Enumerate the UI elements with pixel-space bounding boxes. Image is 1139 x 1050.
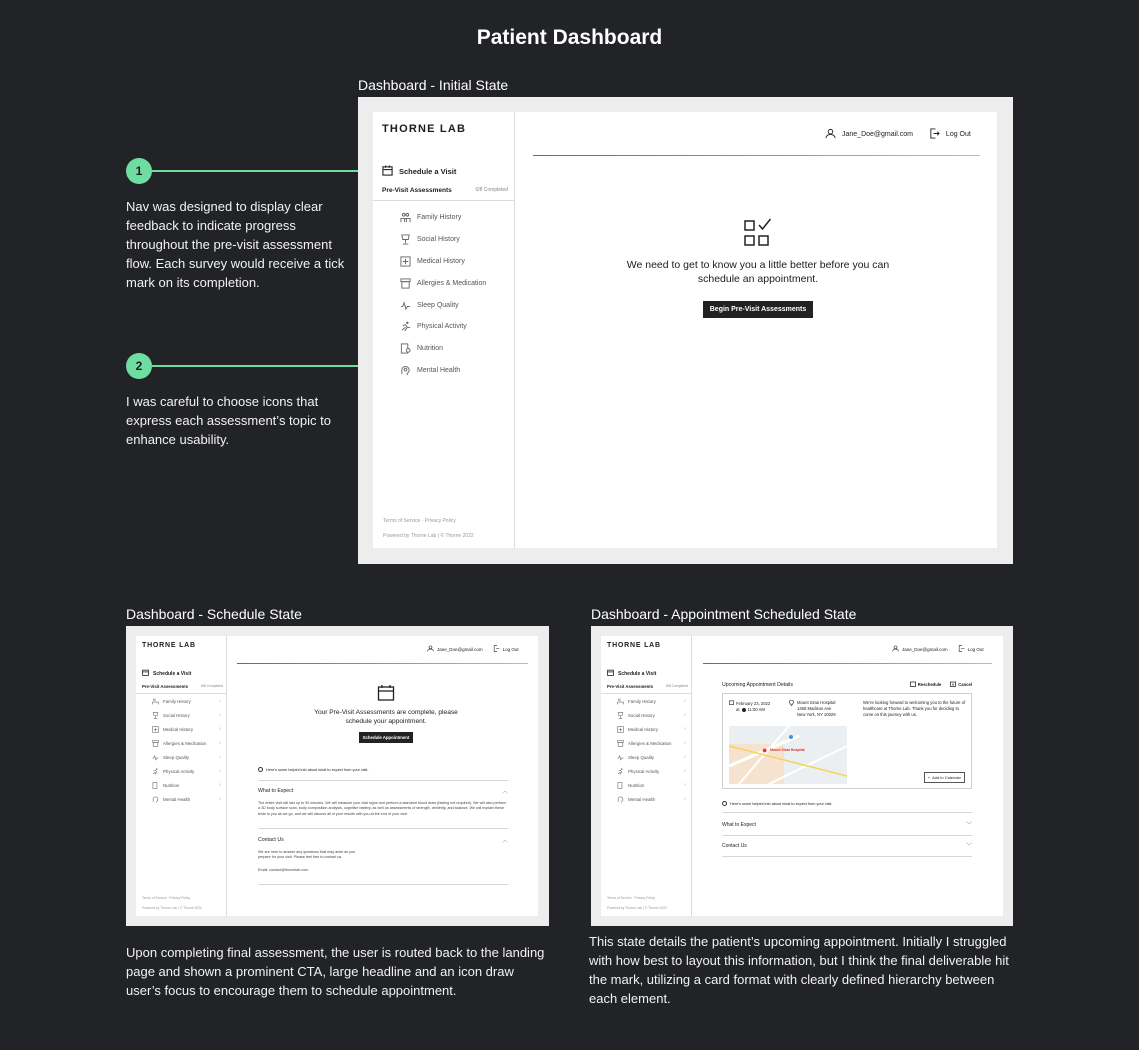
appointment-heading: Upcoming Appointment Details [722, 681, 793, 688]
pre-visit-title: Pre-Visit Assessments [142, 684, 189, 689]
what-to-expect-header[interactable] [258, 784, 508, 797]
footer-powered: Powered by Thorne Lab | © Thorne 2022 [607, 906, 667, 910]
label-schedule-state: Dashboard - Schedule State [126, 606, 302, 622]
nav-item-mental-health[interactable] [617, 792, 687, 806]
chevron-up-icon: ︿ [501, 789, 508, 795]
pre-visit-header [601, 684, 691, 694]
check-icon: ✓ [683, 726, 687, 731]
nav-item-medical-history[interactable] [152, 722, 222, 736]
nav-item-mental-health[interactable] [152, 792, 222, 806]
helpful-info [258, 767, 508, 772]
nav-label: Social History [417, 236, 460, 244]
location-name: Mount Sinai Hospital [797, 700, 836, 705]
check-icon: ✓ [683, 754, 687, 759]
initial-state-frame [358, 97, 1013, 564]
check-icon: ✓ [218, 712, 222, 717]
contact-us-section[interactable] [258, 833, 508, 872]
running-icon [400, 321, 411, 332]
check-icon: ✓ [218, 782, 222, 787]
nav-label: Nutrition [628, 782, 645, 788]
calendar-icon [142, 669, 149, 678]
what-to-expect-body: The entire visit will last up to 90 minutes. We will measure your vital signs and perform a standard blood draw (fasting not required). We will also perform a 3D body surface scan, body composition analysis, cognitive battery, as well as assessments of strength, dexterity, and balance. We will explain these tests to you as we go, and we will discuss all of your results with you at the end of your visit. [258, 801, 507, 816]
family-icon [152, 698, 159, 705]
glass-icon [617, 712, 624, 719]
check-icon: ✓ [218, 796, 222, 801]
header-divider [237, 663, 528, 664]
nav-item-medical-history[interactable] [400, 251, 514, 273]
nav-label: Physical Activity [417, 323, 467, 331]
user-email: Jane_Doe@gmail.com [842, 131, 913, 138]
sidebar-nav [373, 112, 515, 548]
appointment-datetime [729, 700, 770, 713]
check-icon: ✓ [683, 740, 687, 745]
nav-item-allergies[interactable] [400, 272, 514, 294]
nutrition-icon [152, 782, 159, 789]
nav-label: Medical History [628, 726, 659, 732]
appointment-date: February 23, 2022 [736, 700, 771, 706]
nutrition-icon [617, 782, 624, 789]
top-bar [427, 645, 519, 653]
nav-label: Mental Health [417, 366, 461, 374]
nav-label: Family History [417, 214, 462, 222]
app-logo: THORNE LAB [142, 642, 196, 649]
nav-label: Social History [163, 712, 190, 718]
assessment-list [136, 694, 226, 806]
user-account[interactable] [427, 645, 483, 653]
info-icon [722, 801, 727, 806]
user-email: Jane_Doe@gmail.com [902, 646, 948, 652]
pre-visit-header [373, 187, 514, 201]
running-icon [617, 768, 624, 775]
sidebar-nav [136, 636, 227, 916]
nav-item-social-history[interactable] [152, 708, 222, 722]
schedule-visit-label: Schedule a Visit [153, 670, 192, 677]
logout-label: Log Out [967, 646, 984, 652]
nav-label: Physical Activity [628, 768, 660, 774]
sidebar-nav [601, 636, 692, 916]
nav-label: Nutrition [163, 782, 180, 788]
annotation-leader-1 [152, 170, 379, 172]
family-icon [400, 212, 411, 223]
contact-us-header[interactable] [258, 833, 508, 846]
location-map[interactable] [729, 726, 847, 784]
nav-item-allergies[interactable] [152, 736, 222, 750]
reschedule-button[interactable] [910, 681, 942, 688]
calendar-icon [607, 669, 614, 678]
check-icon: ✓ [218, 698, 222, 703]
helpful-info [722, 801, 972, 806]
user-account[interactable] [825, 128, 913, 141]
footer-powered: Powered by Thorne Lab | © Thorne 2022 [383, 533, 474, 539]
caption-schedule-state: Upon completing final assessment, the user is routed back to the landing page and shown a prominent CTA, large headline and an icon draw user’s focus to encourage them to schedule appointment. [126, 945, 545, 998]
pre-visit-title: Pre-Visit Assessments [607, 684, 654, 689]
what-to-expect-section[interactable] [722, 817, 972, 836]
nav-item-nutrition[interactable] [400, 338, 514, 360]
nav-item-social-history[interactable] [617, 708, 687, 722]
check-icon: ✓ [683, 796, 687, 801]
begin-assessments-button[interactable]: Begin Pre-Visit Assessments [703, 301, 814, 318]
pill-icon [152, 740, 159, 747]
nav-label: Medical History [163, 726, 194, 732]
logout-button[interactable] [929, 128, 971, 141]
header-divider [703, 663, 992, 664]
check-icon: ✓ [683, 712, 687, 717]
caption-appointment-state: This state details the patient’s upcoming appointment. Initially I struggled with how best to layout this information, but I think the final deliverable hit the mark, utilizing a card format with clearly defined hierarchy between each element. [589, 934, 1009, 1006]
nav-label: Allergies & Medication [628, 740, 672, 746]
nutrition-icon [400, 343, 411, 354]
schedule-visit-link[interactable] [607, 669, 656, 678]
welcome-message: We’re looking forward to welcoming you to the future of healthcare at Thorne Lab. Thank you for deciding to come on this journey with us. [863, 700, 966, 717]
schedule-state-screen [136, 636, 538, 916]
footer-links[interactable]: Terms of Service · Privacy Policy [142, 896, 190, 900]
user-icon [825, 128, 836, 141]
calendar-edit-icon [910, 681, 916, 688]
nav-item-mental-health[interactable] [400, 360, 514, 382]
footer-powered: Powered by Thorne Lab | © Thorne 2022 [142, 906, 202, 910]
helpful-info-text: Here’s some helpful info about what to expect from your visit. [266, 767, 369, 772]
schedule-state-frame [126, 626, 549, 926]
page-title: Patient Dashboard [476, 26, 663, 49]
footer-links[interactable]: Terms of Service · Privacy Policy [383, 518, 456, 524]
initial-state-screen [373, 112, 997, 548]
add-to-calendar-button[interactable] [924, 772, 965, 783]
brain-icon [400, 365, 411, 376]
location-address1: 1468 Madison Ave [797, 706, 832, 711]
map-pin-icon: ● [762, 745, 768, 755]
appointment-card [722, 693, 972, 789]
info-icon [258, 767, 263, 772]
logout-label: Log Out [945, 131, 971, 138]
calendar-cancel-icon [950, 681, 956, 688]
schedule-appointment-button[interactable]: Schedule Appointment [359, 732, 414, 743]
family-icon [617, 698, 624, 705]
logout-button[interactable] [958, 645, 984, 653]
progress-count: 8/8 Completed [665, 684, 688, 688]
appointment-location [789, 700, 836, 718]
accordion-divider [258, 884, 508, 885]
nav-label: Medical History [417, 257, 465, 265]
schedule-message: Your Pre-Visit Assessments are complete, please schedule your appointment. [314, 709, 458, 725]
annotation-text-1: Nav was designed to display clear feedback to indicate progress throughout the pre-visit assessment flow. Each survey would receive a tick mark on its completion. [126, 199, 345, 290]
contact-us-body: We are here to answer any questions that may arise as you prepare for your visit. Please feel free to contact us. [258, 850, 356, 860]
contact-us-title: Contact Us [258, 836, 284, 843]
nav-item-sleep-quality[interactable] [400, 294, 514, 316]
annotation-badge-1: 1 [126, 158, 152, 184]
checklist-icon [608, 218, 908, 248]
app-logo: THORNE LAB [382, 123, 467, 135]
brain-icon [617, 796, 624, 803]
sleep-icon [617, 754, 624, 761]
what-to-expect-section[interactable] [258, 784, 508, 817]
sleep-icon [152, 754, 159, 761]
annotation-badge-2: 2 [126, 353, 152, 379]
add-to-calendar-label: Add to Calendar [932, 775, 961, 780]
appointment-state-screen [601, 636, 1003, 916]
reschedule-label: Reschedule [917, 682, 942, 687]
pill-icon [617, 740, 624, 747]
medical-icon [617, 726, 624, 733]
sleep-icon [400, 300, 411, 311]
calendar-icon [382, 165, 393, 178]
nav-label: Family History [163, 698, 191, 704]
chevron-up-icon: ︿ [501, 838, 508, 844]
pre-visit-header [136, 684, 226, 694]
chevron-down-icon: ﹀ [965, 844, 972, 850]
accordion-divider [722, 812, 972, 813]
check-icon: ✓ [218, 726, 222, 731]
glass-icon [152, 712, 159, 719]
nav-label: Nutrition [417, 345, 444, 353]
logout-icon [929, 128, 940, 141]
user-icon [892, 645, 899, 653]
nav-item-physical-activity[interactable] [400, 316, 514, 338]
medical-icon [400, 256, 411, 267]
check-icon: ✓ [683, 782, 687, 787]
nav-label: Allergies & Medication [417, 279, 487, 287]
initial-message: We need to get to know you a little better before you can schedule an appointment. [626, 259, 890, 285]
nav-item-allergies[interactable] [617, 736, 687, 750]
schedule-visit-link[interactable] [142, 669, 191, 678]
nav-item-family-history[interactable] [152, 694, 222, 708]
annotation-text-2: I was careful to choose icons that express each assessment’s topic to enhance usability. [126, 394, 331, 447]
accordion-divider [258, 780, 508, 781]
what-to-expect-title: What to Expect [258, 787, 294, 794]
footer-links[interactable]: Terms of Service · Privacy Policy [607, 896, 655, 900]
logout-label: Log Out [502, 646, 519, 652]
header-divider [533, 155, 980, 156]
glass-icon [400, 234, 411, 245]
medical-icon [152, 726, 159, 733]
cancel-button[interactable] [950, 681, 972, 688]
logout-button[interactable] [493, 645, 519, 653]
nav-label: Family History [628, 698, 656, 704]
helpful-info-text: Here’s some helpful info about what to expect from your visit. [730, 801, 833, 806]
map-graphic [729, 726, 847, 784]
nav-label: Physical Activity [163, 768, 195, 774]
top-bar [825, 128, 971, 141]
schedule-visit-label: Schedule a Visit [618, 670, 657, 677]
user-email: Jane_Doe@gmail.com [437, 646, 483, 652]
contact-us-section[interactable] [722, 838, 972, 857]
label-appointment-state: Dashboard - Appointment Scheduled State [591, 606, 857, 622]
schedule-cta-block [286, 684, 486, 744]
nav-label: Mental Health [163, 796, 191, 802]
what-to-expect-title: What to Expect [722, 821, 756, 828]
nav-item-social-history[interactable] [400, 229, 514, 251]
check-icon: ✓ [218, 754, 222, 759]
cancel-label: Cancel [958, 682, 972, 687]
at-label: at [736, 707, 740, 712]
initial-cta-block [608, 218, 908, 318]
appointment-header [722, 681, 972, 688]
chevron-down-icon: ﹀ [965, 823, 972, 829]
clock-icon [742, 708, 746, 712]
plus-icon: + [927, 775, 931, 780]
logout-icon [958, 645, 965, 653]
location-pin-icon [789, 700, 794, 718]
user-icon [427, 645, 434, 653]
nav-label: Social History [628, 712, 655, 718]
map-pin-label: Mount Sinai Hospital [770, 748, 805, 752]
appointment-time: 11:00 AM [747, 707, 765, 712]
top-bar [892, 645, 984, 653]
assessment-list [373, 207, 514, 381]
nav-item-sleep-quality[interactable] [617, 750, 687, 764]
nav-item-family-history[interactable] [400, 207, 514, 229]
contact-us-title: Contact Us [722, 842, 747, 849]
assessment-list [601, 694, 691, 806]
brain-icon [152, 796, 159, 803]
check-icon: ✓ [218, 740, 222, 745]
nav-label: Sleep Quality [628, 754, 655, 760]
nav-item-nutrition[interactable] [617, 778, 687, 792]
nav-label: Sleep Quality [163, 754, 190, 760]
contact-email[interactable]: Email: contact@thornelab.com [258, 867, 309, 872]
nav-label: Mental Health [628, 796, 656, 802]
progress-count: 0/8 Completed [475, 187, 508, 193]
check-icon: ✓ [683, 698, 687, 703]
label-initial-state: Dashboard - Initial State [358, 77, 509, 93]
calendar-small-icon [729, 700, 734, 707]
user-account[interactable] [892, 645, 948, 653]
running-icon [152, 768, 159, 775]
app-logo: THORNE LAB [607, 642, 661, 649]
check-icon: ✓ [683, 768, 687, 773]
logout-icon [493, 645, 500, 653]
check-icon: ✓ [218, 768, 222, 773]
location-address2: New York, NY 10029 [797, 712, 836, 717]
schedule-visit-link[interactable] [382, 165, 456, 178]
nav-item-physical-activity[interactable] [617, 764, 687, 778]
accordion-divider [258, 828, 508, 829]
pre-visit-title: Pre-Visit Assessments [382, 187, 452, 194]
nav-item-family-history[interactable] [617, 694, 687, 708]
schedule-visit-label: Schedule a Visit [399, 167, 457, 176]
nav-label: Allergies & Medication [163, 740, 207, 746]
calendar-large-icon [286, 684, 486, 702]
nav-item-physical-activity[interactable] [152, 764, 222, 778]
nav-item-nutrition[interactable] [152, 778, 222, 792]
nav-label: Sleep Quality [417, 301, 459, 309]
appointment-state-frame [591, 626, 1013, 926]
nav-item-sleep-quality[interactable] [152, 750, 222, 764]
nav-item-medical-history[interactable] [617, 722, 687, 736]
pill-icon [400, 278, 411, 289]
progress-count: 8/8 Completed [200, 684, 223, 688]
